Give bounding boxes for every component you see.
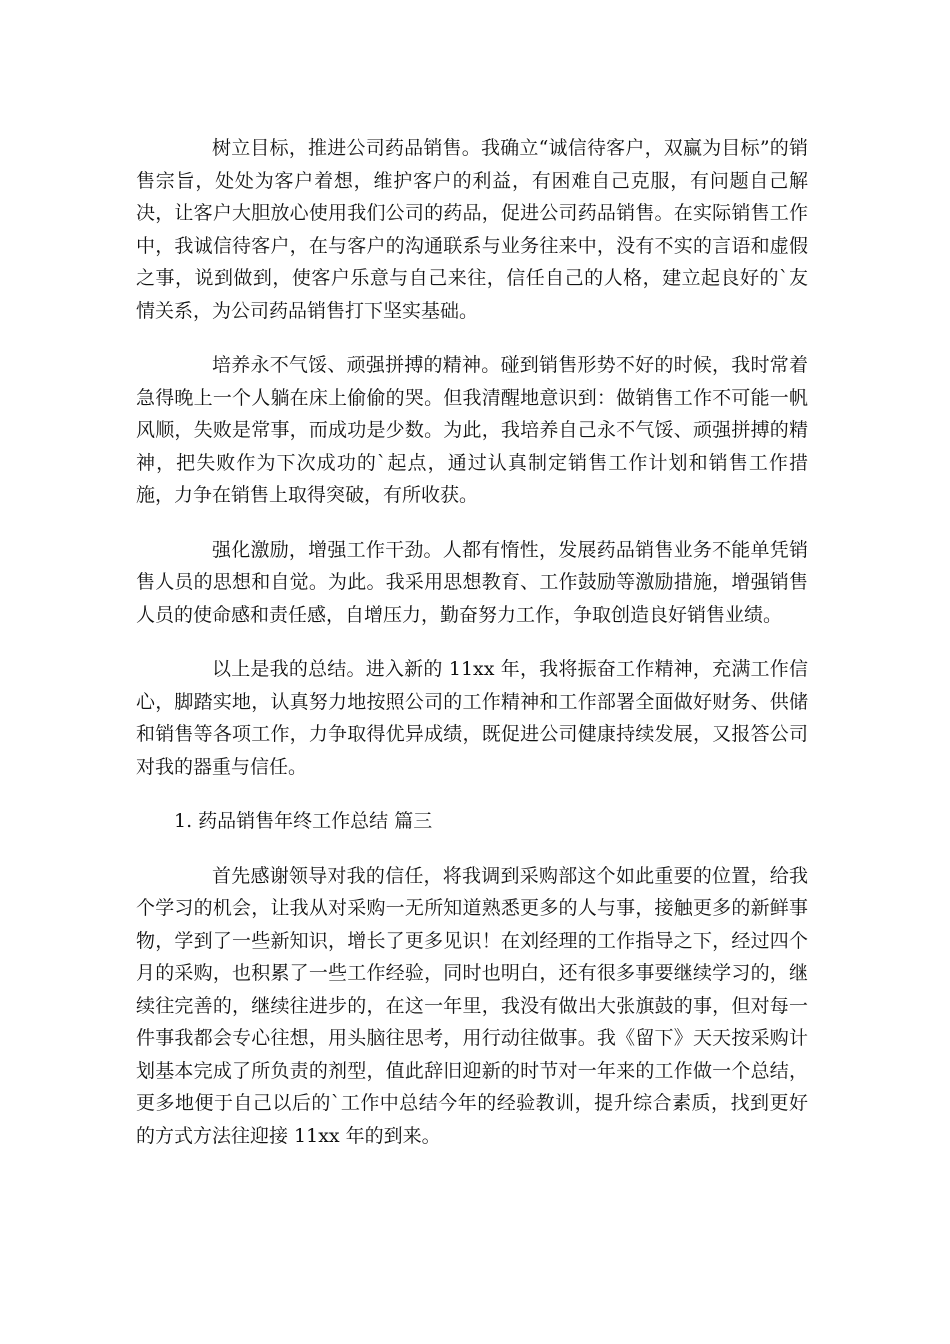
paragraph-summary: 以上是我的总结。进入新的 11xx 年，我将振奋工作精神，充满工作信心，脚踏实地，认真努力地按照公司的工作精神和工作部署全面做好财务、供储和销售等各项工作，力争取得优异成绩，既促进公司健康持续发展，又报答公司对我的器重与信任。: [136, 658, 808, 778]
paragraph-set-goals: 树立目标，推进公司药品销售。我确立“诚信待客户，双赢为目标”的销售宗旨，处处为客户着想，维护客户的利益，有困难自己克服，有问题自己解决，让客户大胆放心使用我们公司的药品，促进公司药品销售。在实际销售工作中，我诚信待客户，在与客户的沟通联系与业务往来中，没有不实的言语和虚假之事，说到做到，使客户乐意与自己来往，信任自己的人格，建立起良好的`友情关系，为公司药品销售打下坚实基础。: [136, 137, 808, 322]
paragraph-purchasing: 首先感谢领导对我的信任，将我调到采购部这个如此重要的位置，给我个学习的机会，让我从对采购一无所知道熟悉更多的人与事，接触更多的新鲜事物，学到了一些新知识，增长了更多见识！在刘经理的工作指导之下，经过四个月的采购，也积累了一些工作经验，同时也明白，还有很多事要继续学习的，继续往完善的，继续往进步的，在这一年里，我没有做出大张旗鼓的事，但对每一件事我都会专心往想，用头脑往思考，用行动往做事。我《留下》天天按采购计划基本完成了所负责的剂型，值此辞旧迎新的时节对一年来的工作做一个总结，更多地便于自己以后的`工作中总结今年的经验教训，提升综合素质，找到更好的方式方法往迎接 11xx 年的到来。: [136, 864, 808, 1147]
document-body: [136, 132, 808, 1174]
section-heading: 1. 药品销售年终工作总结 篇三: [174, 810, 433, 832]
paragraph-motivation: 强化激励，增强工作干劲。人都有惰性，发展药品销售业务不能单凭销售人员的思想和自觉。为此。我采用思想教育、工作鼓励等激励措施，增强销售人员的使命感和责任感，自增压力，勤奋努力工作，争取创造良好销售业绩。: [136, 538, 808, 626]
paragraph-perseverance: 培养永不气馁、顽强拼搏的精神。碰到销售形势不好的时候，我时常着急得晚上一个人躺在床上偷偷的哭。但我清醒地意识到：做销售工作不可能一帆风顺，失败是常事，而成功是少数。为此，我培养自己永不气馁、顽强拼搏的精神，把失败作为下次成功的`起点，通过认真制定销售工作计划和销售工作措施，力争在销售上取得突破，有所收获。: [136, 354, 808, 506]
